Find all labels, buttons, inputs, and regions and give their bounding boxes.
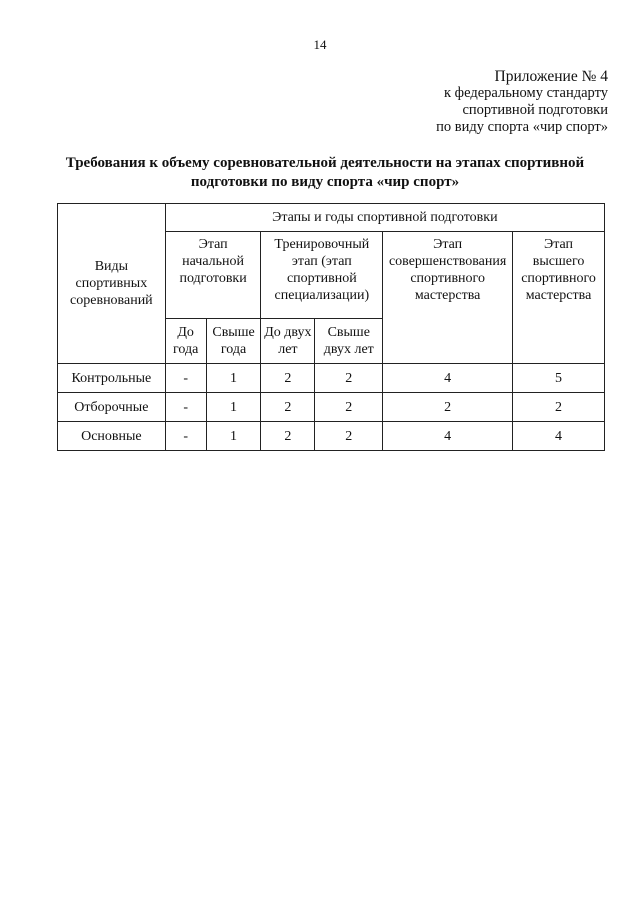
table-row [58, 364, 605, 393]
years-initial-over-one: Свыше года [206, 319, 261, 364]
table-cell: - [165, 393, 206, 422]
title-line: Требования к объему соревновательной деятельности на этапах спортивной [65, 155, 585, 171]
table-cell: 2 [315, 364, 383, 393]
table-cell: 1 [206, 422, 261, 451]
stage-initial-header: Этап начальной подготовки [165, 232, 261, 319]
appendix-block [436, 68, 608, 136]
page-number: 14 [313, 37, 327, 52]
years-training-upto-two: До двух лет [261, 319, 315, 364]
title-line: подготовки по виду спорта «чир спорт» [190, 174, 460, 190]
table-row [58, 422, 605, 451]
document-title [40, 154, 610, 192]
table-cell: 1 [206, 364, 261, 393]
stage-improvement-header: Этап совершенствования спортивного мастерства [383, 232, 513, 364]
table-cell: 2 [261, 393, 315, 422]
row-label: Контрольные [58, 364, 166, 393]
table-cell: - [165, 422, 206, 451]
appendix-line: спортивной подготовки [462, 102, 608, 118]
table-cell: 1 [206, 393, 261, 422]
appendix-line: Приложение № 4 [494, 68, 608, 85]
table-cell: 2 [315, 393, 383, 422]
requirements-table [57, 203, 605, 451]
table-cell: 2 [315, 422, 383, 451]
table-cell: 4 [383, 422, 513, 451]
table-row [58, 393, 605, 422]
table-cell: 2 [261, 364, 315, 393]
appendix-line: к федеральному стандарту [444, 85, 608, 101]
table-cell: 2 [513, 393, 605, 422]
appendix-line: по виду спорта «чир спорт» [436, 119, 608, 135]
stages-header: Этапы и годы спортивной подготовки [165, 204, 604, 232]
table-cell: - [165, 364, 206, 393]
row-label: Основные [58, 422, 166, 451]
stage-higher-header: Этап высшего спортивного мастерства [513, 232, 605, 364]
row-label: Отборочные [58, 393, 166, 422]
table-cell: 2 [261, 422, 315, 451]
years-training-over-two: Свыше двух лет [315, 319, 383, 364]
years-initial-upto-one: До года [165, 319, 206, 364]
table-cell: 2 [383, 393, 513, 422]
table-cell: 5 [513, 364, 605, 393]
stage-training-header: Тренировочный этап (этап спортивной специализации) [261, 232, 383, 319]
table-cell: 4 [383, 364, 513, 393]
table-cell: 4 [513, 422, 605, 451]
competition-kinds-header: Виды спортивных соревнований [58, 204, 166, 364]
header-row-stages [58, 204, 605, 232]
